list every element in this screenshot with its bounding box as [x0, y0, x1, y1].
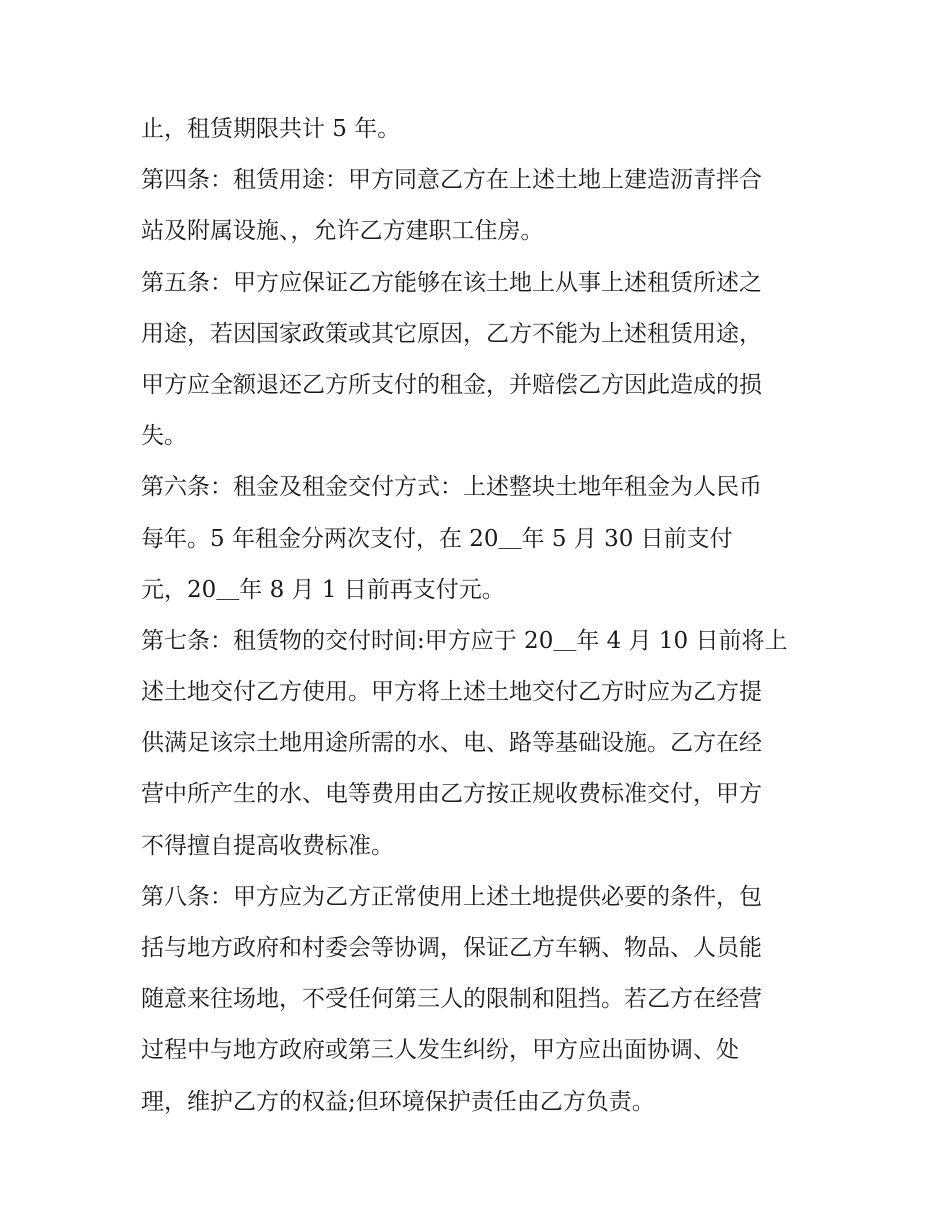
text-line: 供满足该宗土地用途所需的水、电、路等基础设施。乙方在经: [141, 730, 762, 757]
document-body: [141, 104, 821, 1128]
text-line: 随意来往场地，不受任何第三人的限制和阻挡。若乙方在经营: [141, 986, 762, 1013]
text-line: 用途，若因国家政策或其它原因，乙方不能为上述租赁用途，: [141, 320, 762, 347]
text-line: 站及附属设施、，允许乙方建职工住房。: [141, 218, 544, 245]
text-line: 失。: [141, 423, 187, 450]
text-line: 止，租赁期限共计 5 年。: [141, 116, 401, 142]
text-line: 第六条：租金及租金交付方式：上述整块土地年租金为人民币: [141, 474, 762, 501]
text-line: 不得擅自提高收费标准。: [141, 832, 394, 859]
text-line: 述土地交付乙方使用。甲方将上述土地交付乙方时应为乙方提: [141, 679, 762, 706]
text-line: 营中所产生的水、电等费用由乙方按正规收费标准交付，甲方: [141, 781, 762, 808]
text-line: 第八条：甲方应为乙方正常使用上述土地提供必要的条件，包: [141, 883, 762, 910]
text-line: 元，20＿年 8 月 1 日前再支付元。: [141, 576, 505, 603]
text-line: 第四条：租赁用途：甲方同意乙方在上述土地上建造沥青拌合: [141, 167, 762, 194]
text-line: 第五条：甲方应保证乙方能够在该土地上从事上述租赁所述之: [141, 269, 762, 296]
text-line: 第七条：租赁物的交付时间:甲方应于 20＿年 4 月 10 日前将上: [141, 627, 788, 654]
text-line: 理，维护乙方的权益;但环境保护责任由乙方负责。: [141, 1088, 655, 1115]
text-line: 甲方应全额退还乙方所支付的租金，并赔偿乙方因此造成的损: [141, 371, 762, 398]
text-line: 过程中与地方政府或第三人发生纠纷，甲方应出面协调、处: [141, 1037, 739, 1064]
text-line: 括与地方政府和村委会等协调，保证乙方车辆、物品、人员能: [141, 935, 762, 961]
text-line: 每年。5 年租金分两次支付，在 20＿年 5 月 30 日前支付: [141, 525, 733, 552]
